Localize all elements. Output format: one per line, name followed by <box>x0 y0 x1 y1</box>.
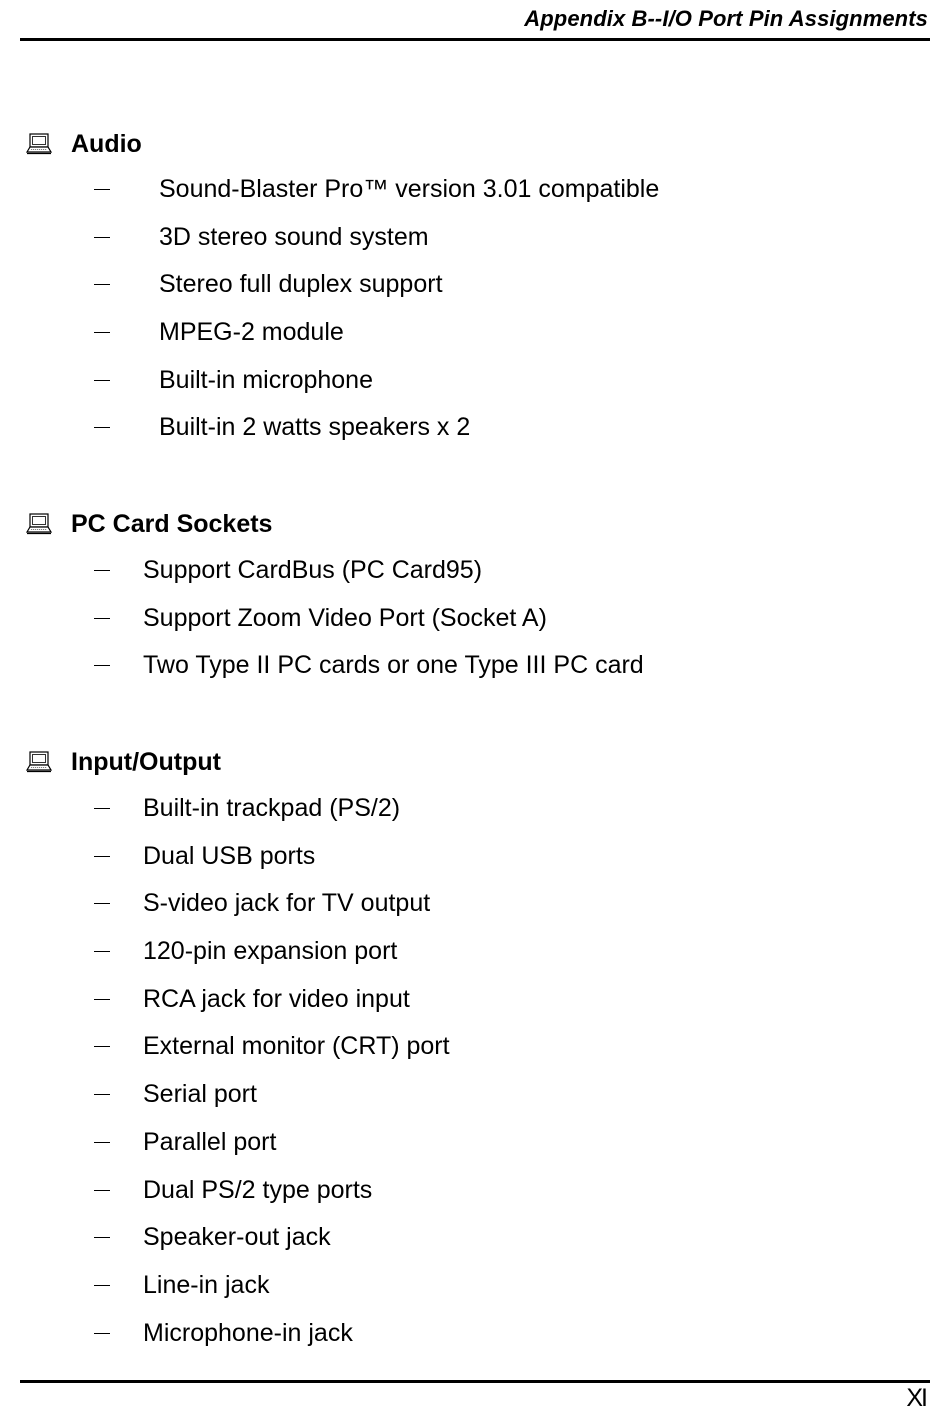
list-item <box>0 1079 950 1127</box>
list-item <box>0 174 950 222</box>
item-text: MPEG-2 module <box>159 318 344 347</box>
item-text: Built-in microphone <box>159 365 373 394</box>
laptop-icon <box>26 513 52 535</box>
list-item <box>0 1031 950 1079</box>
page-header-title: Appendix B--I/O Port Pin Assignments <box>524 6 928 31</box>
item-text: Stereo full duplex support <box>159 270 443 299</box>
section-audio <box>0 129 950 460</box>
item-list <box>0 174 950 460</box>
item-text: External monitor (CRT) port <box>143 1032 450 1061</box>
section-heading <box>0 509 950 539</box>
list-item <box>0 936 950 984</box>
page-number: XI <box>906 1384 926 1412</box>
section-pc-card-sockets <box>0 509 950 698</box>
section-heading <box>0 129 950 159</box>
list-item <box>0 793 950 841</box>
item-text: Two Type II PC cards or one Type III PC card <box>143 651 644 680</box>
list-item <box>0 269 950 317</box>
list-item <box>0 1175 950 1223</box>
list-item <box>0 365 950 413</box>
item-text: Parallel port <box>143 1127 277 1156</box>
list-item <box>0 222 950 270</box>
item-text: Support CardBus (PC Card95) <box>143 556 483 584</box>
item-text: Built-in 2 watts speakers x 2 <box>159 413 471 442</box>
list-item <box>0 650 950 698</box>
list-item <box>0 1270 950 1318</box>
list-item <box>0 1318 950 1366</box>
item-list <box>0 793 950 1365</box>
laptop-icon <box>26 133 52 155</box>
list-item <box>0 841 950 889</box>
item-text: S-video jack for TV output <box>143 889 431 918</box>
item-list <box>0 555 950 698</box>
section-heading <box>0 747 950 777</box>
item-text: Line-in jack <box>143 1270 270 1299</box>
footer-rule <box>20 1380 930 1383</box>
list-item <box>0 984 950 1032</box>
item-text: Sound-Blaster Pro™ version 3.01 compatible <box>159 175 660 203</box>
item-text: Dual PS/2 type ports <box>143 1175 373 1204</box>
item-text: RCA jack for video input <box>143 984 410 1013</box>
list-item <box>0 412 950 460</box>
list-item <box>0 1222 950 1270</box>
list-item <box>0 317 950 365</box>
laptop-icon <box>26 751 52 773</box>
item-text: Built-in trackpad (PS/2) <box>143 794 401 822</box>
list-item <box>0 888 950 936</box>
section-title: PC Card Sockets <box>71 510 273 538</box>
item-text: Speaker-out jack <box>143 1223 331 1252</box>
section-input-output <box>0 747 950 1365</box>
item-text: 3D stereo sound system <box>159 222 429 251</box>
section-title: Input/Output <box>71 748 221 776</box>
item-text: Support Zoom Video Port (Socket A) <box>143 603 547 632</box>
item-text: Serial port <box>143 1080 257 1109</box>
item-text: Microphone-in jack <box>143 1318 353 1347</box>
section-title: Audio <box>71 130 142 158</box>
list-item <box>0 555 950 603</box>
list-item <box>0 603 950 651</box>
item-text: 120-pin expansion port <box>143 937 398 966</box>
item-text: Dual USB ports <box>143 841 316 870</box>
list-item <box>0 1127 950 1175</box>
header-rule <box>20 38 930 41</box>
